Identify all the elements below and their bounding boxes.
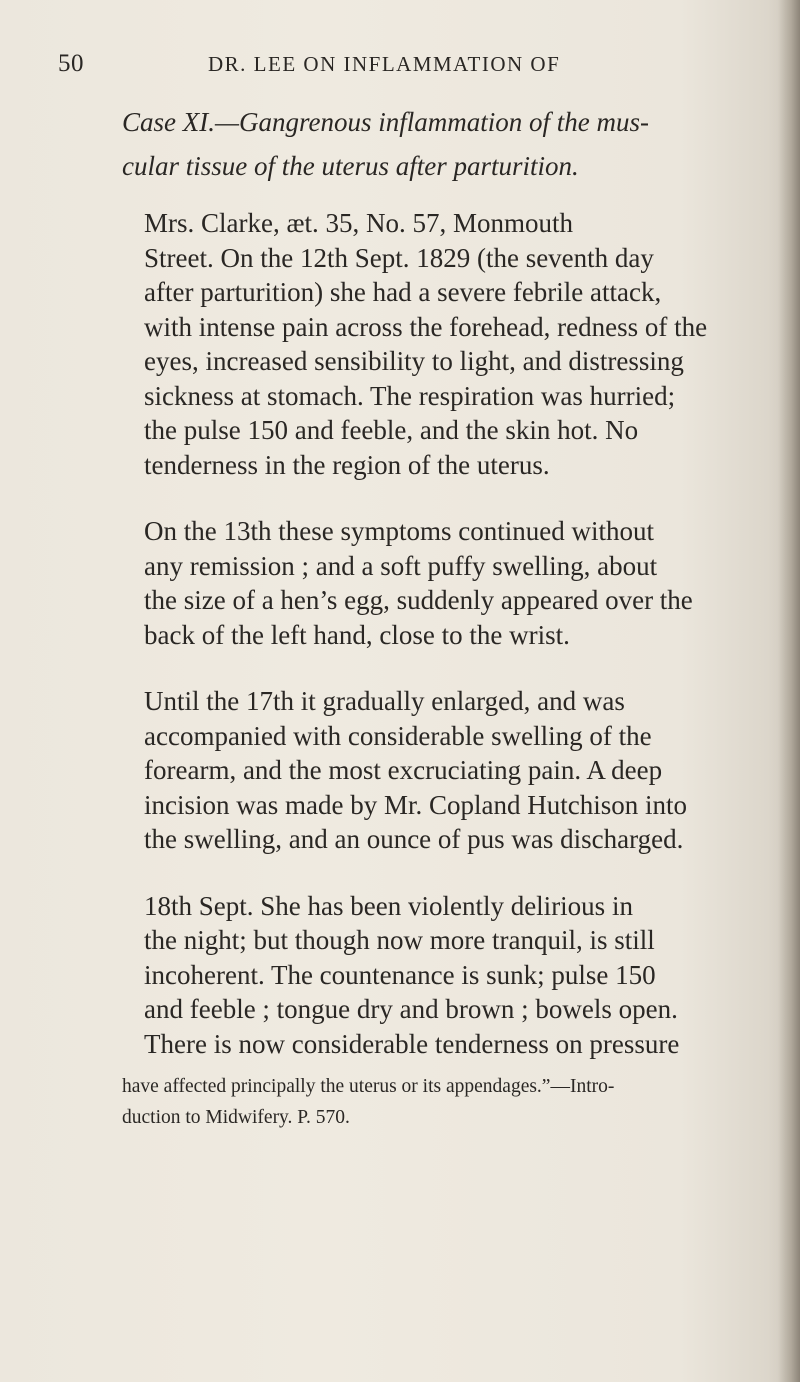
paragraph-line: accompanied with considerable swelling of the — [144, 720, 652, 751]
paragraph-line: 18th Sept. She has been violently delirious in — [144, 890, 633, 921]
paragraph-line: and feeble ; tongue dry and brown ; bowels open. — [144, 994, 678, 1024]
paragraph-line: after parturition) she had a severe febrile attack, — [144, 277, 662, 307]
paragraph-line: Street. On the 12th Sept. 1829 (the seventh day — [144, 242, 654, 273]
footnote-line: duction to Midwifery. P. 570. — [122, 1107, 350, 1128]
paragraph-line: the night; but though now more tranquil, is still — [144, 925, 655, 955]
paragraph-line: incision was made by Mr. Copland Hutchison into — [144, 789, 687, 820]
footnote-line: have affected principally the uterus or its appendages.”—Intro- — [122, 1076, 615, 1097]
paragraph-line: any remission ; and a soft puffy swelling, about — [144, 550, 658, 581]
paragraph-line: tenderness in the region of the uterus. — [144, 449, 550, 480]
case-title — [122, 100, 762, 188]
paragraph-line: the swelling, and an ounce of pus was discharged. — [144, 824, 684, 854]
paragraph-line: Mrs. Clarke, æt. 35, No. 57, Monmouth — [144, 208, 573, 238]
page-number: 50 — [58, 50, 84, 77]
page-edge-shadow — [778, 0, 800, 1382]
paragraph-line: On the 13th these symptoms continued without — [144, 516, 654, 546]
case-title-line: cular tissue of the uterus after parturition. — [122, 151, 579, 181]
paragraph-line: forearm, and the most excruciating pain. A deep — [144, 755, 663, 785]
paragraph-line: incoherent. The countenance is sunk; pulse 150 — [144, 959, 656, 990]
running-head: DR. LEE ON INFLAMMATION OF — [208, 52, 561, 76]
paragraph-13th — [122, 514, 762, 652]
footnote — [122, 1071, 762, 1133]
paragraph-line: eyes, increased sensibility to light, and distressing — [144, 346, 684, 376]
paragraph-18th-sept — [122, 889, 762, 1062]
paragraph-line: with intense pain across the forehead, redness of the — [144, 311, 708, 342]
case-title-line: Case XI.—Gangrenous inflammation of the mus- — [122, 107, 649, 137]
page-header — [58, 50, 748, 90]
paragraph-patient-history — [122, 206, 762, 482]
paragraph-line: the pulse 150 and feeble, and the skin hot. No — [144, 415, 639, 445]
page-body — [122, 100, 762, 1133]
paragraph-line: the size of a hen’s egg, suddenly appeared over the — [144, 585, 693, 615]
paragraph-line: back of the left hand, close to the wrist. — [144, 619, 570, 650]
paragraph-17th — [122, 684, 762, 857]
paragraph-line: Until the 17th it gradually enlarged, and was — [144, 686, 625, 716]
paragraph-line: sickness at stomach. The respiration was hurried; — [144, 380, 676, 411]
paragraph-line: There is now considerable tenderness on pressure — [144, 1028, 680, 1059]
